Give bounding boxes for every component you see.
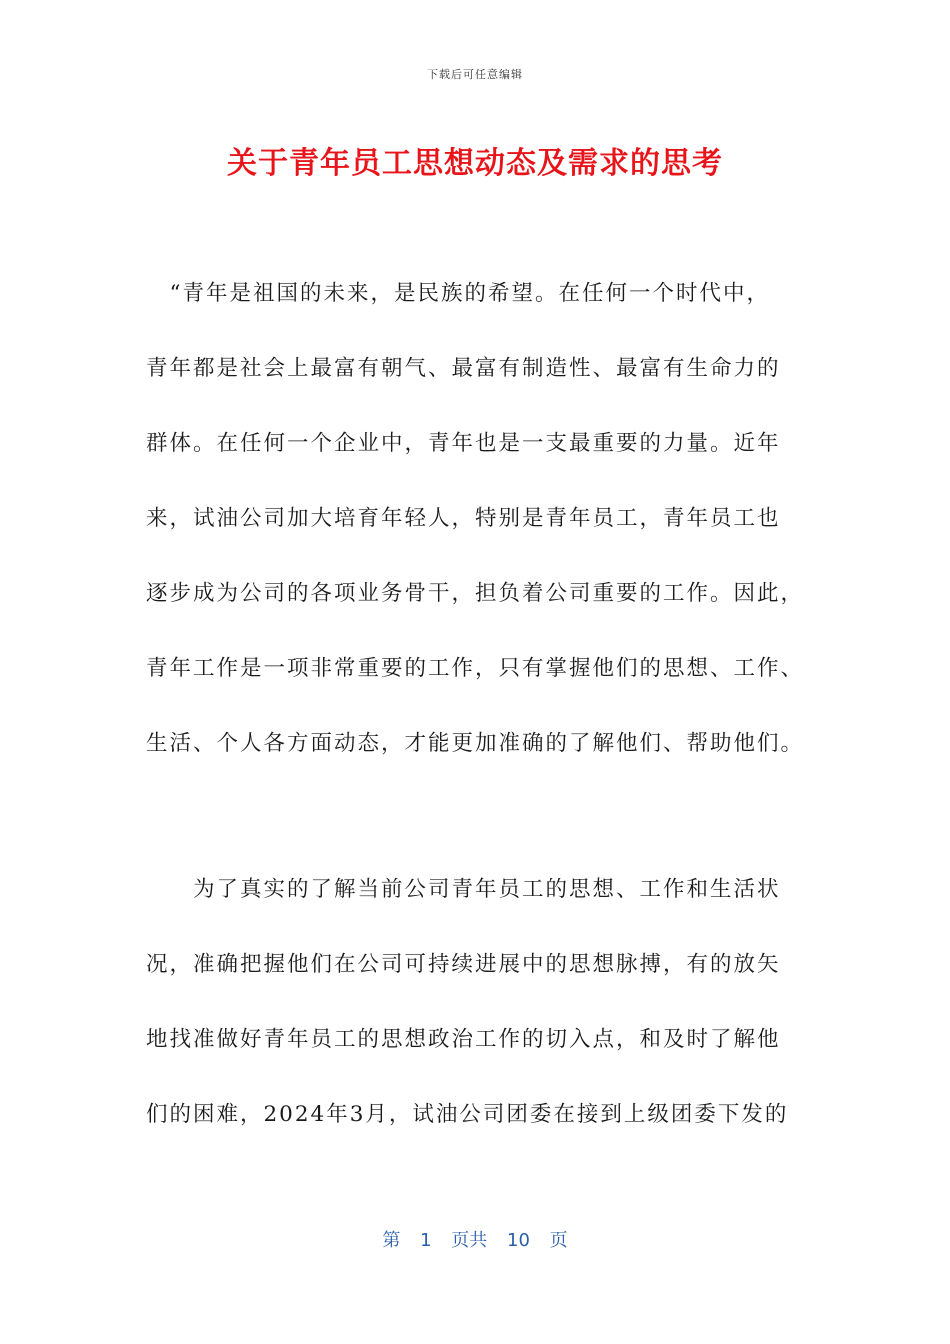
paragraph-line: 生活、个人各方面动态，才能更加准确的了解他们、帮助他们。 <box>146 731 805 756</box>
paragraph-line: 青年工作是一项非常重要的工作，只有掌握他们的思想、工作、 <box>146 656 805 681</box>
paragraph-line: “青年是祖国的未来，是民族的希望。在任何一个时代中， <box>146 281 770 306</box>
paragraph-line: 况，准确把握他们在公司可持续进展中的思想脉搏，有的放矢 <box>146 952 781 977</box>
page-number: 第 1 页共 10 页 <box>382 1230 568 1251</box>
paragraph-line: 青年都是社会上最富有朝气、最富有制造性、最富有生命力的 <box>146 356 781 381</box>
paragraph-line: 来，试油公司加大培育年轻人，特别是青年员工，青年员工也 <box>146 506 781 531</box>
paragraph-line: 地找准做好青年员工的思想政治工作的切入点，和及时了解他 <box>146 1027 781 1052</box>
paragraph-line: 群体。在任何一个企业中，青年也是一支最重要的力量。近年 <box>146 431 781 456</box>
paragraph-line: 们的困难，2024年3月，试油公司团委在接到上级团委下发的 <box>146 1102 789 1127</box>
paragraph-2 <box>146 876 816 1176</box>
header-note: 下载后可任意编辑 <box>427 68 523 81</box>
paragraph-line: 逐步成为公司的各项业务骨干，担负着公司重要的工作。因此， <box>146 581 805 606</box>
paragraph-line: 为了真实的了解当前公司青年员工的思想、工作和生活状 <box>146 877 781 902</box>
document-title: 关于青年员工思想动态及需求的思考 <box>227 146 723 181</box>
paragraph-1 <box>146 280 816 805</box>
